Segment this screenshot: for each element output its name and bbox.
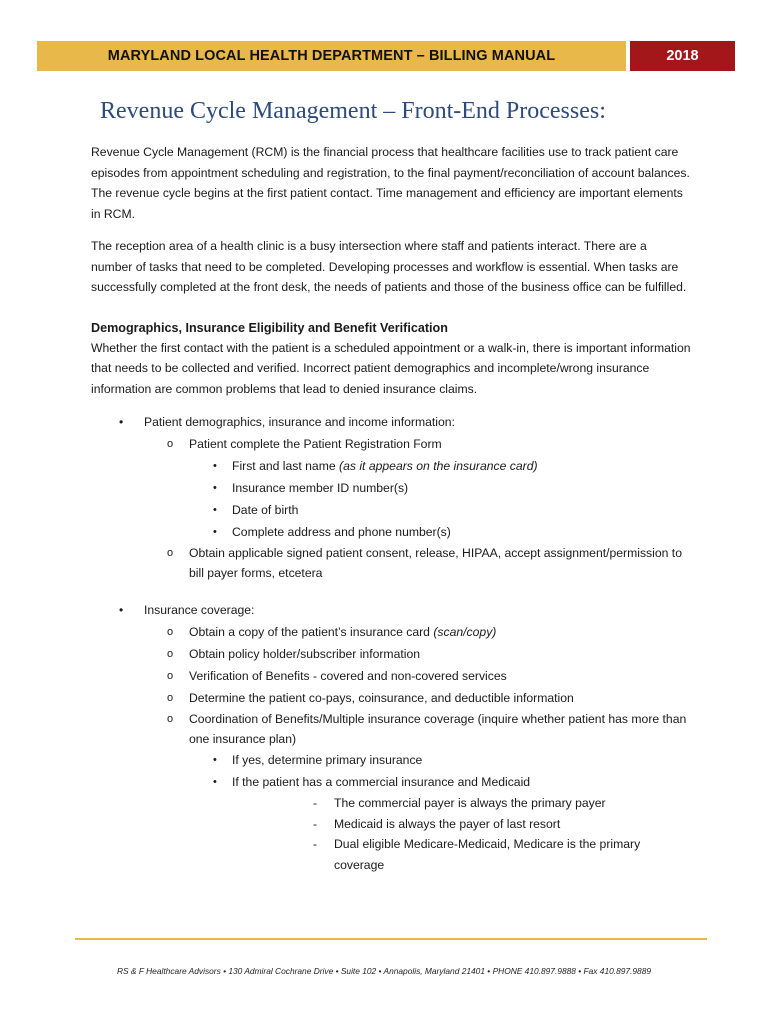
circle-marker: o xyxy=(167,670,174,682)
rcm-paragraph: Revenue Cycle Management (RCM) is the financial process that healthcare facilities use to track patient care episodes from appointment scheduling and registration, to the final payment/reconciliation of account balances. The revenue cycle begins at the first patient contact. Time management and efficiency are important elements in RCM. xyxy=(91,145,690,221)
list-item-rule xyxy=(232,793,691,814)
list-item-label: Patient complete the Patient Registration Form xyxy=(189,437,442,451)
section-heading: Demographics, Insurance Eligibility and Benefit Verification xyxy=(91,320,448,335)
footer-divider xyxy=(75,938,707,940)
list-item-verification xyxy=(144,665,691,687)
list-item-card xyxy=(144,621,691,643)
list-item-label: Obtain applicable signed patient consent, release, HIPAA, accept assignment/permission to bill payer forms, etcetera xyxy=(189,546,682,580)
list-item-rule xyxy=(232,814,691,835)
bullet-marker: • xyxy=(213,460,217,472)
cob-sublist xyxy=(189,749,691,875)
list-item-commercial-medicaid xyxy=(189,771,691,875)
list-item-label: Coordination of Benefits/Multiple insurance coverage (inquire whether patient has more than one insurance plan) xyxy=(189,712,687,746)
list-item-cob xyxy=(144,709,691,875)
list-item-label: Patient demographics, insurance and income information: xyxy=(144,415,455,429)
circle-marker: o xyxy=(167,626,174,638)
list-item-member-id xyxy=(189,477,691,499)
list-item-note: (scan/copy) xyxy=(433,625,497,639)
bullet-marker: • xyxy=(213,504,217,516)
dash-marker: - xyxy=(313,816,318,831)
bullet-marker: • xyxy=(213,754,217,766)
list-item-copays xyxy=(144,687,691,709)
payer-rules-list xyxy=(232,793,691,875)
list-item-label: Dual eligible Medicare-Medicaid, Medicare is the primary coverage xyxy=(334,837,641,872)
list-item-note: (as it appears on the insurance card) xyxy=(339,459,538,473)
list-item-dob xyxy=(189,499,691,521)
list-item-consent xyxy=(144,543,691,583)
bullet-marker: • xyxy=(213,526,217,538)
bullet-marker: • xyxy=(213,482,217,494)
reception-paragraph: The reception area of a health clinic is a busy intersection where staff and patients interact. There are a number of tasks that need to be completed. Developing processes and workflow is essential. When tasks are successfully completed at the front desk, the needs of patients and those of the business office can be fulfilled. xyxy=(91,239,687,294)
bullet-marker: • xyxy=(213,776,217,788)
dash-marker: - xyxy=(313,837,318,851)
manual-year: 2018 xyxy=(630,41,735,71)
bullet-marker: • xyxy=(119,415,124,429)
dash-marker: - xyxy=(313,796,318,810)
list-item-address xyxy=(189,521,691,543)
coverage-sublist xyxy=(144,621,691,875)
page-title: Revenue Cycle Management – Front-End Processes: xyxy=(100,98,606,124)
list-item-if-yes xyxy=(189,749,691,771)
list-item-label: Medicaid is always the payer of last resort xyxy=(334,816,561,831)
list-item-label: Complete address and phone number(s) xyxy=(232,525,451,539)
demographics-sublist xyxy=(144,433,691,583)
circle-marker: o xyxy=(167,547,174,559)
list-item-label: Obtain policy holder/subscriber information xyxy=(189,647,420,661)
list-item-rule xyxy=(232,834,691,875)
list-item-label: Verification of Benefits - covered and non-covered services xyxy=(189,669,507,683)
circle-marker: o xyxy=(167,438,174,450)
circle-marker: o xyxy=(167,648,174,660)
list-item-coverage xyxy=(91,599,691,875)
list-item-label: Obtain a copy of the patient’s insurance card xyxy=(189,625,434,639)
registration-sublist xyxy=(189,455,691,543)
list-item-registration xyxy=(144,433,691,543)
header-bar xyxy=(37,41,735,71)
circle-marker: o xyxy=(167,713,174,725)
list-item-label: If the patient has a commercial insurance and Medicaid xyxy=(232,775,531,789)
list-item-label: The commercial payer is always the primary payer xyxy=(334,796,606,810)
footer-address: RS & F Healthcare Advisors • 130 Admiral Cochrane Drive • Suite 102 • Annapolis, Maryland 21401 • PHONE 410.897.9888 • Fax 410.897.9889 xyxy=(116,966,652,976)
manual-title: MARYLAND LOCAL HEALTH DEPARTMENT – BILLING MANUAL xyxy=(37,41,626,71)
list-item-demographics xyxy=(91,411,691,583)
list-item-policy-holder xyxy=(144,643,691,665)
list-item-label: Date of birth xyxy=(232,503,299,517)
list-item-label: Insurance coverage: xyxy=(144,603,255,617)
document-body xyxy=(91,142,691,875)
list-item-label: First and last name xyxy=(232,459,340,473)
section-intro: Whether the first contact with the patient is a scheduled appointment or a walk-in, there is important information that needs to be collected and verified. Incorrect patient demographics and incomplete/wrong insurance information are common problems that lead to denied insurance claims. xyxy=(91,340,691,396)
circle-marker: o xyxy=(167,692,174,704)
main-list xyxy=(91,411,691,875)
list-item-label: Determine the patient co-pays, coinsurance, and deductible information xyxy=(189,691,574,705)
list-item-label: If yes, determine primary insurance xyxy=(232,753,423,767)
bullet-marker: • xyxy=(119,603,124,617)
list-item-label: Insurance member ID number(s) xyxy=(232,481,409,495)
list-item-name xyxy=(189,455,691,477)
